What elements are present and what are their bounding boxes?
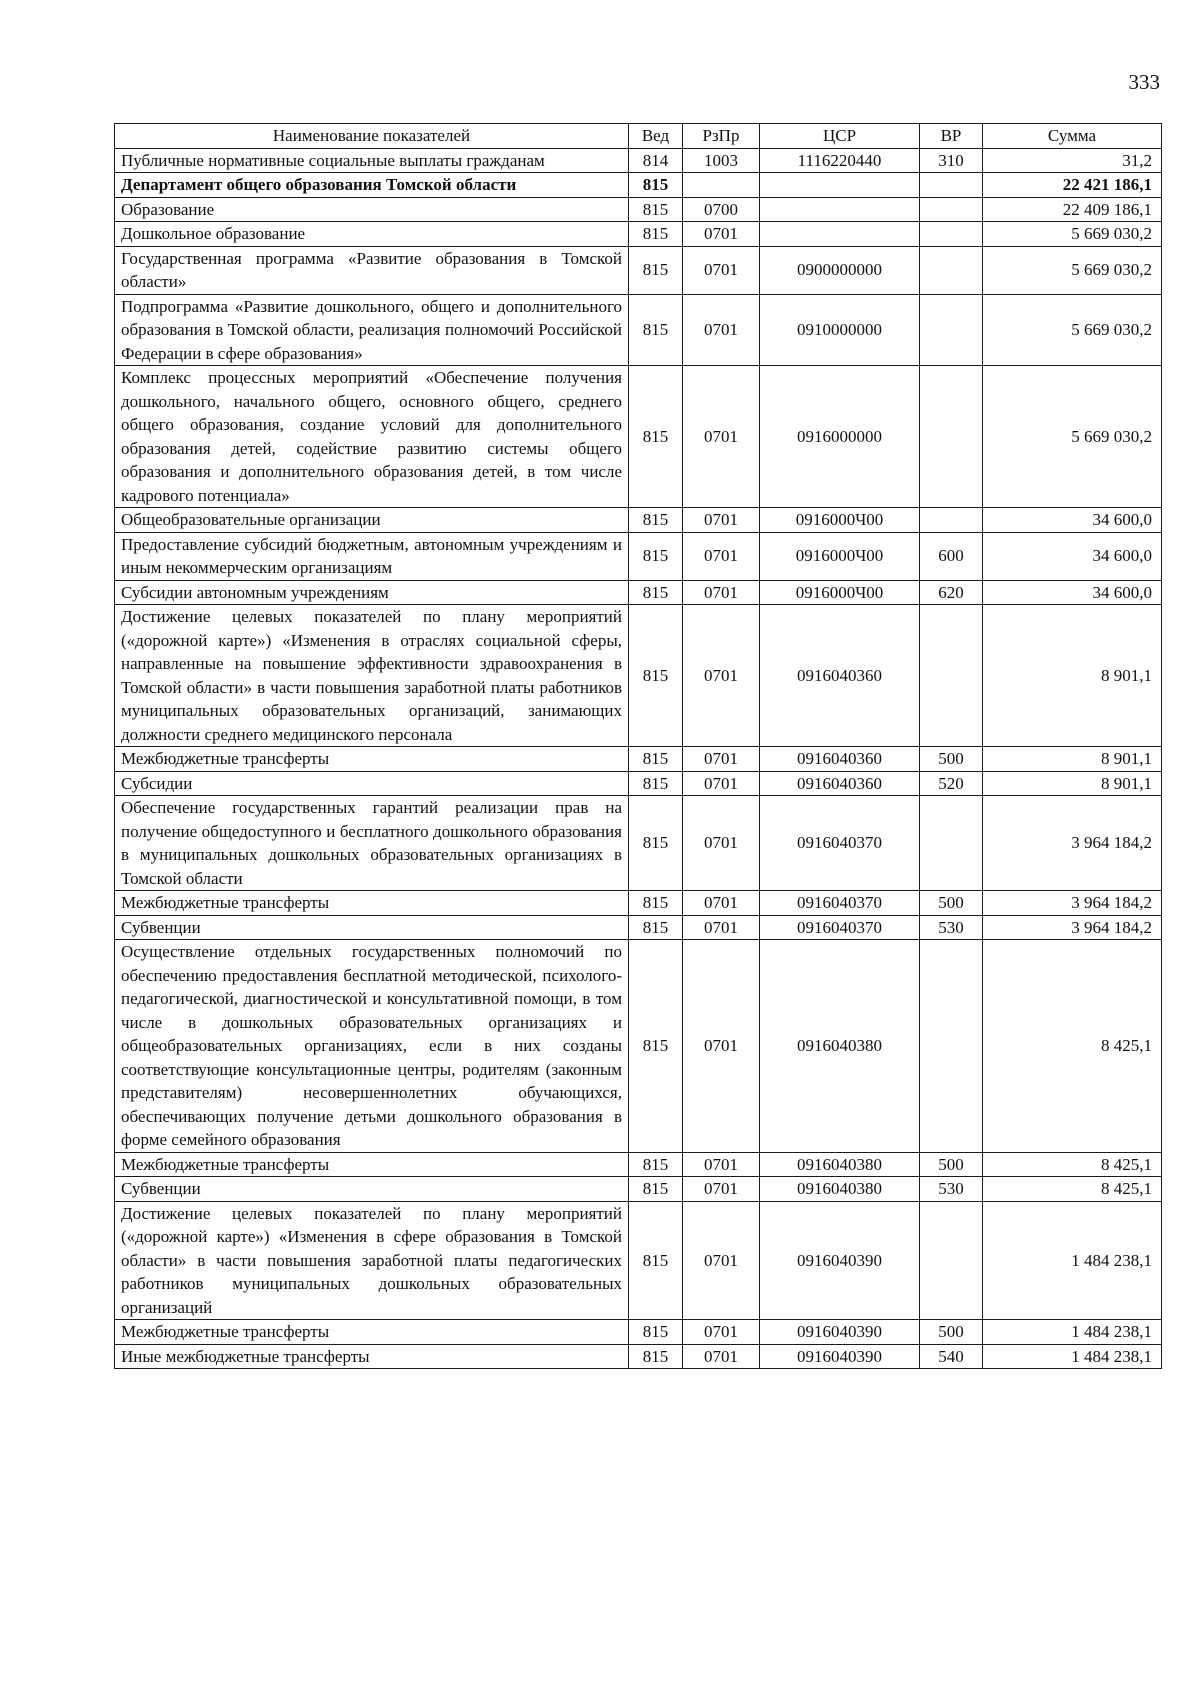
row-sum: 3 964 184,2 (983, 891, 1162, 916)
row-name: Государственная программа «Развитие образования в Томской области» (115, 246, 629, 294)
row-ved: 815 (629, 1177, 683, 1202)
row-vr (920, 1201, 983, 1320)
table-row (115, 796, 1162, 891)
row-rzpr: 0701 (683, 366, 760, 508)
row-sum: 5 669 030,2 (983, 246, 1162, 294)
header-csr: ЦСР (760, 124, 920, 149)
row-vr: 500 (920, 747, 983, 772)
header-vr: ВР (920, 124, 983, 149)
table-row (115, 940, 1162, 1153)
row-name: Обеспечение государственных гарантий реализации прав на получение общедоступного и бесплатного дошкольного образования в муниципальных дошкольных образовательных организациях в Томской области (115, 796, 629, 891)
row-sum: 34 600,0 (983, 508, 1162, 533)
row-rzpr: 0701 (683, 796, 760, 891)
row-ved: 815 (629, 940, 683, 1153)
row-csr: 0916040390 (760, 1201, 920, 1320)
row-name: Межбюджетные трансферты (115, 891, 629, 916)
row-vr (920, 605, 983, 747)
row-ved: 815 (629, 605, 683, 747)
table-row (115, 771, 1162, 796)
table-header-row (115, 124, 1162, 149)
row-csr: 0916000Ч00 (760, 532, 920, 580)
row-name: Субвенции (115, 1177, 629, 1202)
row-csr: 1116220440 (760, 148, 920, 173)
row-vr (920, 222, 983, 247)
row-vr: 310 (920, 148, 983, 173)
row-sum: 22 421 186,1 (983, 173, 1162, 198)
row-csr: 0916040380 (760, 940, 920, 1153)
row-rzpr: 0701 (683, 747, 760, 772)
table-row (115, 222, 1162, 247)
row-rzpr: 0701 (683, 1177, 760, 1202)
row-vr: 520 (920, 771, 983, 796)
row-csr: 0900000000 (760, 246, 920, 294)
row-sum: 8 425,1 (983, 1177, 1162, 1202)
row-vr (920, 294, 983, 366)
row-sum: 8 901,1 (983, 771, 1162, 796)
row-rzpr: 0701 (683, 1320, 760, 1345)
row-name: Достижение целевых показателей по плану мероприятий («дорожной карте») «Изменения в сфере образования в Томской области» в части повышения заработной платы педагогических работников муниципальных дошкольных образовательных организаций (115, 1201, 629, 1320)
row-vr: 500 (920, 891, 983, 916)
row-name: Публичные нормативные социальные выплаты гражданам (115, 148, 629, 173)
row-rzpr: 0701 (683, 915, 760, 940)
row-sum: 5 669 030,2 (983, 222, 1162, 247)
row-sum: 5 669 030,2 (983, 366, 1162, 508)
row-vr (920, 366, 983, 508)
row-ved: 815 (629, 796, 683, 891)
table-row (115, 605, 1162, 747)
row-vr: 600 (920, 532, 983, 580)
row-ved: 814 (629, 148, 683, 173)
row-sum: 8 901,1 (983, 605, 1162, 747)
row-csr: 0916040380 (760, 1152, 920, 1177)
row-vr (920, 796, 983, 891)
row-ved: 815 (629, 197, 683, 222)
row-vr (920, 940, 983, 1153)
row-rzpr: 0701 (683, 1344, 760, 1369)
row-csr: 0916040360 (760, 605, 920, 747)
row-sum: 3 964 184,2 (983, 915, 1162, 940)
row-sum: 31,2 (983, 148, 1162, 173)
row-csr: 0910000000 (760, 294, 920, 366)
table-row (115, 366, 1162, 508)
row-rzpr: 0701 (683, 940, 760, 1153)
row-csr: 0916040370 (760, 796, 920, 891)
row-vr: 540 (920, 1344, 983, 1369)
table-row (115, 532, 1162, 580)
row-name: Департамент общего образования Томской области (115, 173, 629, 198)
row-csr (760, 173, 920, 198)
row-name: Комплекс процессных мероприятий «Обеспечение получения дошкольного, начального общего, основного общего, среднего общего образования, создание условий для дополнительного образования детей, содействие развитию системы общего образования и дополнительного образования детей, в том числе кадрового потенциала» (115, 366, 629, 508)
row-ved: 815 (629, 1201, 683, 1320)
row-ved: 815 (629, 771, 683, 796)
row-ved: 815 (629, 1152, 683, 1177)
row-ved: 815 (629, 532, 683, 580)
table-row (115, 915, 1162, 940)
row-name: Субсидии автономным учреждениям (115, 580, 629, 605)
row-sum: 8 425,1 (983, 1152, 1162, 1177)
row-name: Межбюджетные трансферты (115, 1320, 629, 1345)
row-vr: 530 (920, 915, 983, 940)
row-sum: 1 484 238,1 (983, 1201, 1162, 1320)
row-ved: 815 (629, 222, 683, 247)
row-csr (760, 197, 920, 222)
row-sum: 8 901,1 (983, 747, 1162, 772)
row-rzpr: 0701 (683, 294, 760, 366)
row-sum: 1 484 238,1 (983, 1320, 1162, 1345)
table-row (115, 173, 1162, 198)
row-name: Достижение целевых показателей по плану мероприятий («дорожной карте») «Изменения в отраслях социальной сферы, направленные на повышение эффективности здравоохранения в Томской области» в части повышения заработной платы работников муниципальных образовательных организаций, занимающих должности среднего медицинского персонала (115, 605, 629, 747)
header-sum: Сумма (983, 124, 1162, 149)
row-sum: 22 409 186,1 (983, 197, 1162, 222)
row-name: Межбюджетные трансферты (115, 747, 629, 772)
row-name: Иные межбюджетные трансферты (115, 1344, 629, 1369)
row-sum: 5 669 030,2 (983, 294, 1162, 366)
row-sum: 8 425,1 (983, 940, 1162, 1153)
row-vr (920, 173, 983, 198)
row-csr: 0916000Ч00 (760, 580, 920, 605)
row-sum: 34 600,0 (983, 580, 1162, 605)
row-vr (920, 246, 983, 294)
row-ved: 815 (629, 366, 683, 508)
row-name: Осуществление отдельных государственных полномочий по обеспечению предоставления бесплатной методической, психолого-педагогической, диагностической и консультативной помощи, в том числе в дошкольных образовательных организациях и общеобразовательных организациях, если в них созданы соответствующие консультационные центры, родителям (законным представителям) несовершеннолетних обучающихся, обеспечивающих получение детьми дошкольного образования в форме семейного образования (115, 940, 629, 1153)
row-rzpr: 0701 (683, 605, 760, 747)
row-rzpr: 0701 (683, 1152, 760, 1177)
table-row (115, 148, 1162, 173)
row-csr: 0916040360 (760, 771, 920, 796)
table-row (115, 1177, 1162, 1202)
row-rzpr: 0701 (683, 222, 760, 247)
row-ved: 815 (629, 246, 683, 294)
row-sum: 3 964 184,2 (983, 796, 1162, 891)
row-rzpr: 0701 (683, 891, 760, 916)
row-sum: 34 600,0 (983, 532, 1162, 580)
row-ved: 815 (629, 1320, 683, 1345)
table-row (115, 197, 1162, 222)
header-ved: Вед (629, 124, 683, 149)
row-csr (760, 222, 920, 247)
row-csr: 0916040390 (760, 1320, 920, 1345)
row-sum: 1 484 238,1 (983, 1344, 1162, 1369)
row-name: Межбюджетные трансферты (115, 1152, 629, 1177)
table-row (115, 246, 1162, 294)
row-rzpr: 0701 (683, 580, 760, 605)
budget-table (114, 123, 1162, 1369)
row-ved: 815 (629, 891, 683, 916)
row-ved: 815 (629, 173, 683, 198)
row-csr: 0916000000 (760, 366, 920, 508)
table-row (115, 580, 1162, 605)
row-csr: 0916040380 (760, 1177, 920, 1202)
row-rzpr: 0701 (683, 508, 760, 533)
row-name: Субвенции (115, 915, 629, 940)
table-row (115, 294, 1162, 366)
table-row (115, 1201, 1162, 1320)
row-name: Общеобразовательные организации (115, 508, 629, 533)
row-vr: 500 (920, 1152, 983, 1177)
table-row (115, 1320, 1162, 1345)
row-ved: 815 (629, 508, 683, 533)
row-name: Дошкольное образование (115, 222, 629, 247)
table-row (115, 747, 1162, 772)
row-rzpr: 1003 (683, 148, 760, 173)
row-rzpr: 0701 (683, 771, 760, 796)
row-name: Образование (115, 197, 629, 222)
row-vr: 620 (920, 580, 983, 605)
row-rzpr: 0701 (683, 246, 760, 294)
row-vr (920, 508, 983, 533)
row-csr: 0916040370 (760, 891, 920, 916)
row-rzpr: 0700 (683, 197, 760, 222)
row-name: Предоставление субсидий бюджетным, автономным учреждениям и иным некоммерческим организациям (115, 532, 629, 580)
row-ved: 815 (629, 580, 683, 605)
row-csr: 0916000Ч00 (760, 508, 920, 533)
row-ved: 815 (629, 747, 683, 772)
header-rzpr: РзПр (683, 124, 760, 149)
table-body (115, 148, 1162, 1369)
row-vr: 530 (920, 1177, 983, 1202)
row-name: Подпрограмма «Развитие дошкольного, общего и дополнительного образования в Томской области, реализация полномочий Российской Федерации в сфере образования» (115, 294, 629, 366)
row-vr: 500 (920, 1320, 983, 1345)
table-row (115, 508, 1162, 533)
row-csr: 0916040390 (760, 1344, 920, 1369)
row-vr (920, 197, 983, 222)
row-rzpr: 0701 (683, 1201, 760, 1320)
row-ved: 815 (629, 915, 683, 940)
table-row (115, 1152, 1162, 1177)
row-rzpr (683, 173, 760, 198)
row-csr: 0916040360 (760, 747, 920, 772)
row-csr: 0916040370 (760, 915, 920, 940)
row-rzpr: 0701 (683, 532, 760, 580)
table-row (115, 891, 1162, 916)
row-ved: 815 (629, 294, 683, 366)
table-row (115, 1344, 1162, 1369)
page-number: 333 (1128, 70, 1160, 94)
row-name: Субсидии (115, 771, 629, 796)
header-name: Наименование показателей (115, 124, 629, 149)
row-ved: 815 (629, 1344, 683, 1369)
